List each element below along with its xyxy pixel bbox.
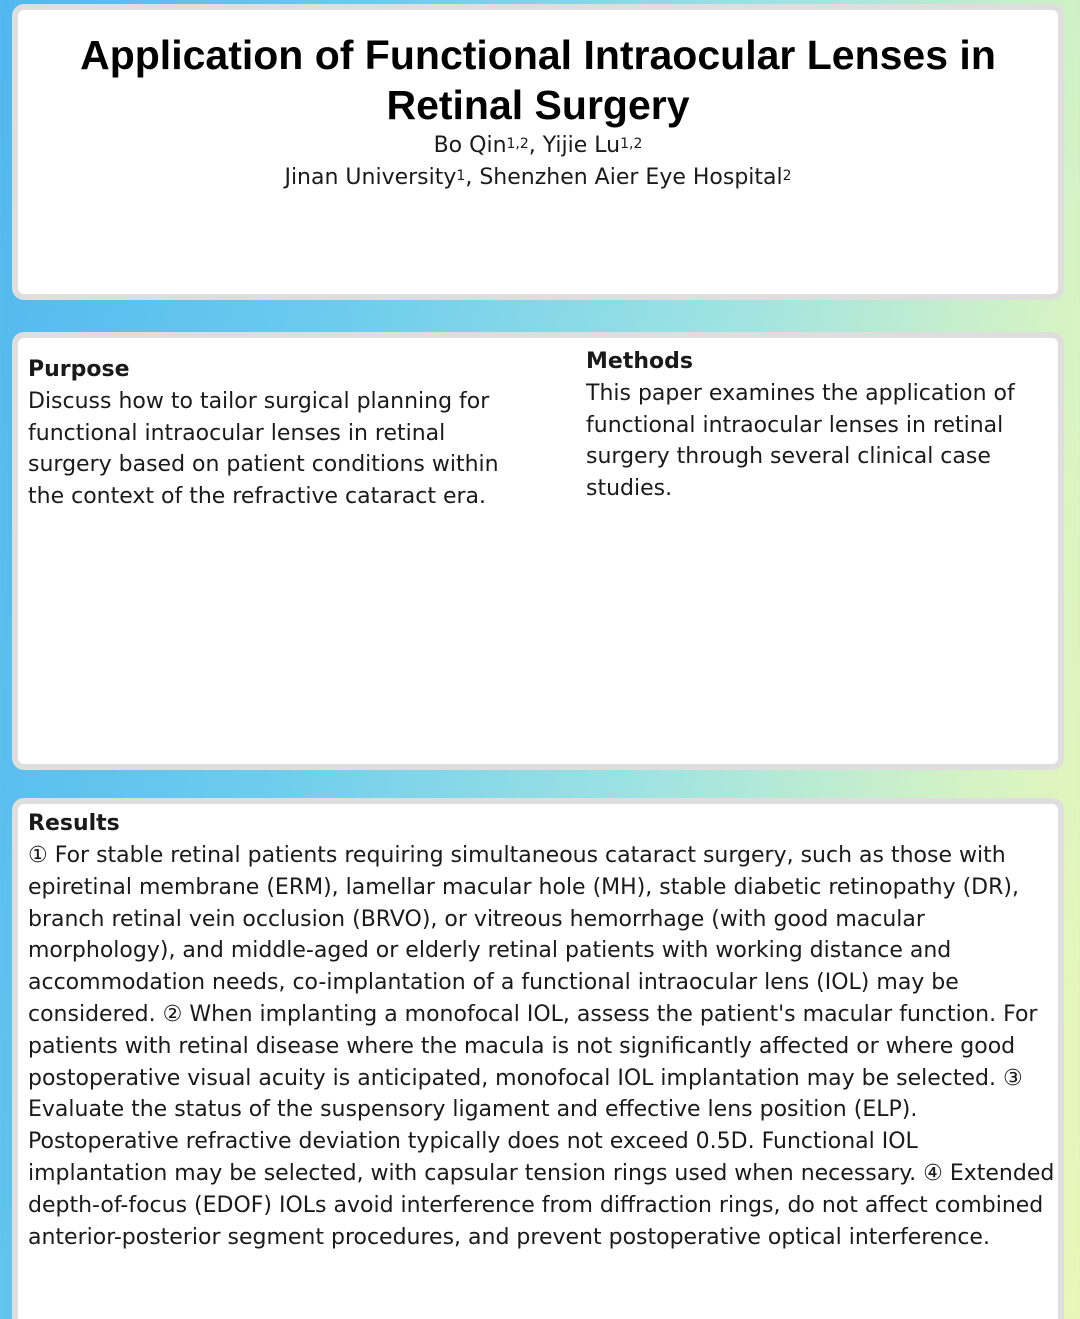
results-heading: Results	[28, 811, 120, 836]
methods-section	[586, 346, 1026, 505]
author-line	[38, 130, 1038, 162]
author-name: Bo Qin	[433, 133, 507, 158]
title-panel	[12, 4, 1064, 300]
methods-text: This paper examines the application of functional intraocular lenses in retinal surgery through several clinical case studies.	[586, 381, 1015, 502]
purpose-heading: Purpose	[28, 357, 130, 382]
methods-heading: Methods	[586, 349, 693, 374]
poster-title: Application of Functional Intraocular Lenses in Retinal Surgery	[80, 32, 996, 128]
author-affiliation-index: 1,2	[506, 136, 529, 152]
author-separator: ,	[528, 133, 543, 158]
results-section	[28, 808, 1058, 1253]
institution-index: 1	[456, 168, 466, 184]
institution-separator: ,	[465, 165, 480, 190]
purpose-text: Discuss how to tailor surgical planning for functional intraocular lenses in retinal surgery based on patient conditions within the context of the refractive cataract era.	[28, 389, 499, 510]
institution-index: 2	[782, 168, 792, 184]
institution-name: Jinan University	[284, 165, 457, 190]
institution-name: Shenzhen Aier Eye Hospital	[479, 165, 783, 190]
purpose-section	[28, 354, 508, 513]
affiliation-line	[38, 162, 1038, 194]
results-text: ① For stable retinal patients requiring simultaneous cataract surgery, such as those with epiretinal membrane (ERM), lamellar macular hole (MH), stable diabetic retinopathy (DR), branch retinal vein occlusion (BRVO), or vitreous hemorrhage (with good macular morphology), and middle-aged or elderly retinal patients with working distance and accommodation needs, co-implantation of a functional intraocular lens (IOL) may be considered. ② When implanting a monofocal IOL, assess the patient's macular function. For patients with retinal disease where the macula is not significantly affected or where good postoperative visual acuity is anticipated, monofocal IOL implantation may be selected. ③ Evaluate the status of the suspensory ligament and effective lens position (ELP). Postoperative refractive deviation typically does not exceed 0.5D. Functional IOL implantation may be selected, with capsular tension rings used when necessary. ④ Extended depth-of-focus (EDOF) IOLs avoid interference from diffraction rings, do not affect combined anterior-posterior segment procedures, and prevent postoperative optical interference.	[28, 843, 1055, 1250]
results-panel	[12, 798, 1064, 1319]
author-name: Yijie Lu	[542, 133, 621, 158]
purpose-methods-panel	[12, 332, 1064, 770]
author-affiliation-index: 1,2	[620, 136, 643, 152]
